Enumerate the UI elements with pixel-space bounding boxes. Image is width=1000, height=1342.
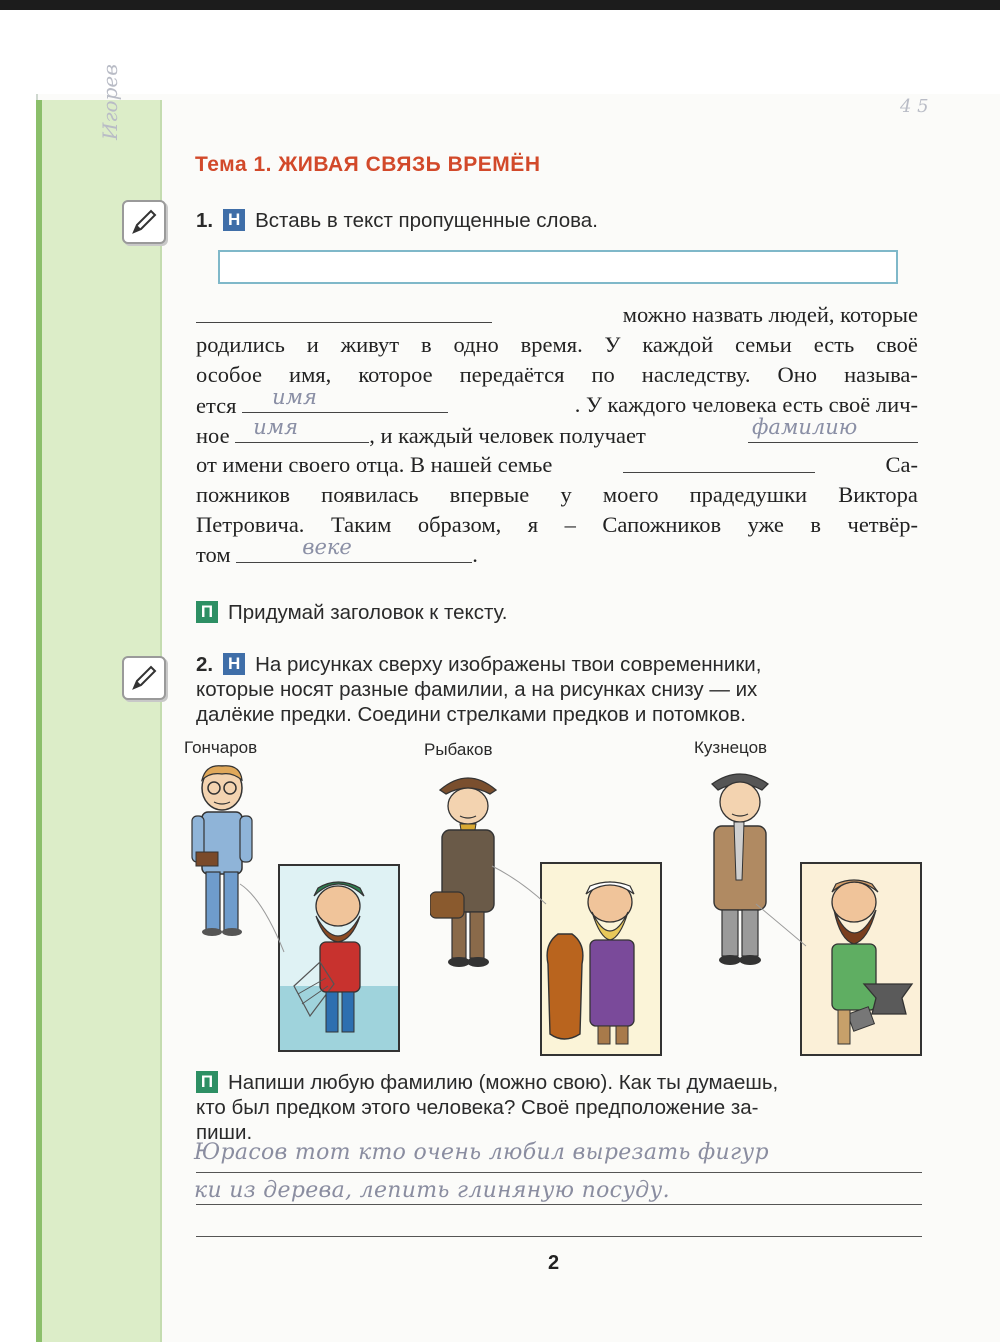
caption-goncharov: Гончаров	[184, 738, 258, 757]
task2-line3: далёкие предки. Соедини стрелками предков и потомков.	[196, 703, 746, 726]
handwritten-answer: веке	[302, 535, 352, 559]
line-3-word: передаётся	[459, 362, 565, 387]
line-5-middle: , и каждый человек получает	[369, 423, 646, 448]
answer-line-1[interactable]	[196, 1172, 922, 1173]
task2-p-line1: Напиши любую фамилию (можно свою). Как ты думаешь,	[228, 1071, 779, 1094]
line-3-word: которое	[358, 362, 433, 387]
line-5-start: ное	[196, 423, 230, 448]
handwritten-answer: имя	[253, 415, 299, 439]
line-2-word: в	[420, 332, 432, 357]
line-2-word: У	[604, 332, 621, 357]
line-4-end: . У каждого человека есть своё лич-	[574, 392, 918, 417]
line-8-word: Сапожников	[602, 512, 722, 537]
page-number: 2	[548, 1252, 560, 1274]
line-2-word: живут	[340, 332, 400, 357]
line-8-word: уже	[747, 512, 784, 537]
line-3-word: по	[591, 362, 615, 387]
task2-badge: Н	[223, 653, 245, 675]
line-7-word: у	[560, 482, 572, 507]
line-3-word: имя,	[289, 362, 332, 387]
answer-line-2[interactable]	[196, 1204, 922, 1205]
line-6-end: Са-	[885, 452, 918, 477]
task1-text: Вставь в текст пропущенные слова.	[255, 209, 598, 232]
theme-label: Тема 1.	[195, 153, 272, 176]
task2-line2: которые носят разные фамилии, а на рисунках снизу — их	[196, 678, 758, 701]
task1-badge: Н	[223, 209, 245, 231]
line-9-end: .	[472, 542, 478, 567]
task1-p-text: Придумай заголовок к тексту.	[228, 601, 508, 624]
task1-number: 1.	[196, 209, 214, 232]
line-3-word: наследству.	[641, 362, 751, 387]
line-7-word: моего	[602, 482, 659, 507]
caption-rybakov: Рыбаков	[424, 740, 493, 759]
line-8-word: в	[810, 512, 821, 537]
line-9-start: том	[196, 542, 231, 567]
line-2-word: семьи	[735, 332, 792, 357]
line-2-word: каждой	[642, 332, 714, 357]
handwritten-answer-line-1: Юрасов тот кто очень любил вырезать фигур	[194, 1140, 769, 1165]
line-8-word: Петровича.	[196, 512, 305, 537]
line-3-word: называ-	[844, 362, 918, 387]
task2-p-instruction	[196, 1070, 778, 1145]
line-7-word: появилась	[321, 482, 419, 507]
line-1-text: можно назвать людей, которые	[622, 302, 918, 327]
line-3-word: особое	[196, 362, 263, 387]
line-8-word: четвёр-	[847, 512, 918, 537]
line-2-word: время.	[520, 332, 583, 357]
line-2-word: родились	[196, 332, 285, 357]
line-2-word: одно	[453, 332, 499, 357]
task2-p-badge: П	[196, 1071, 218, 1093]
handwritten-answer-line-2: ки из дерева, лепить глиняную посуду.	[194, 1178, 670, 1203]
line-2-word: есть	[813, 332, 855, 357]
task2-p-line2: кто был предком этого человека? Своё предположение за-	[196, 1096, 759, 1119]
theme-title: ЖИВАЯ СВЯЗЬ ВРЕМЁН	[278, 153, 541, 176]
line-2-word: и	[306, 332, 319, 357]
line-7-word: прадедушки	[689, 482, 808, 507]
line-6-start: от имени своего отца. В нашей семье	[196, 452, 553, 477]
margin-scrawl: Игорев	[98, 64, 122, 140]
handwritten-answer: фамилию	[752, 415, 858, 439]
line-3-word: Оно	[777, 362, 818, 387]
line-4-start: ется	[196, 393, 237, 418]
line-7-word: пожников	[196, 482, 291, 507]
task2-number: 2.	[196, 653, 214, 676]
line-8-word: я	[527, 512, 539, 537]
line-8-word: Таким	[330, 512, 392, 537]
task2-p-line3: пиши.	[196, 1121, 253, 1144]
line-7-word: впервые	[449, 482, 530, 507]
handwritten-answer: имя	[272, 385, 317, 409]
line-8-word: образом,	[417, 512, 502, 537]
task1-p-badge: П	[196, 601, 218, 623]
task2-line1: На рисунках сверху изображены твои современники,	[255, 653, 762, 676]
answer-line-3[interactable]	[196, 1236, 922, 1237]
line-2-word: своё	[876, 332, 918, 357]
line-7-word: Виктора	[838, 482, 918, 507]
corner-scrawl: 4 5	[900, 96, 929, 117]
line-8-word: –	[564, 512, 576, 537]
caption-kuznetsov: Кузнецов	[694, 738, 768, 757]
